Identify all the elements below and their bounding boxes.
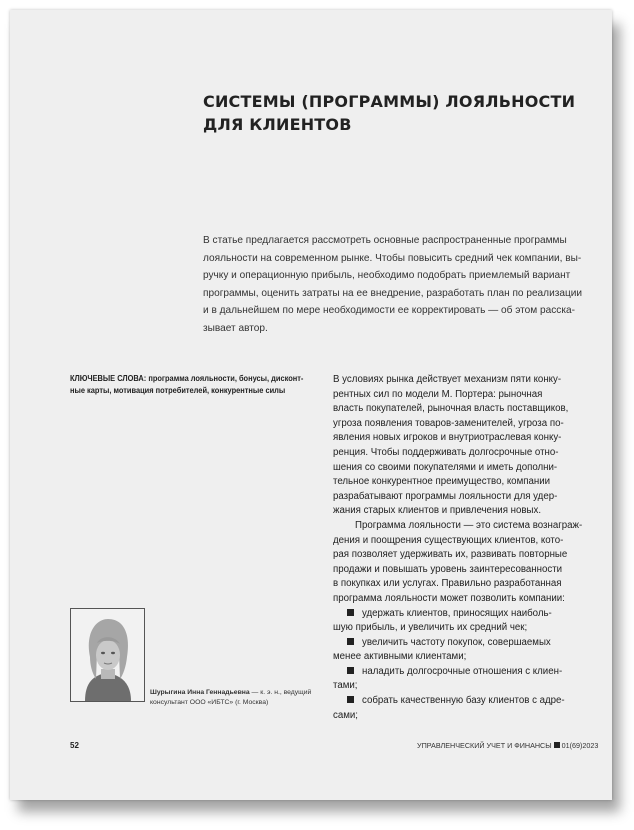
- abstract-line: зывает автор.: [203, 322, 268, 334]
- author-name: Шурыгина Инна Геннадьевна: [150, 689, 250, 696]
- journal-name: УПРАВЛЕНЧЕСКИЙ УЧЕТ И ФИНАНСЫ: [417, 741, 552, 750]
- body-line: В условиях рынка действует механизм пяти конку-: [333, 374, 562, 385]
- body-line: тами;: [333, 680, 358, 692]
- abstract-line: и в дальнейшем по мере необходимости ее корректировать — об этом расска-: [203, 305, 575, 317]
- body-line: Программа лояльности — это система вознаграж-: [355, 519, 583, 531]
- body-line: шую прибыль, и увеличить их средний чек;: [333, 622, 528, 634]
- bullet-text: удержать клиентов, приносящих наиболь-: [362, 607, 552, 619]
- bullet-text: увеличить частоту покупок, совершаемых: [362, 636, 551, 648]
- body-line: сами;: [333, 709, 358, 721]
- body-line: власть покупателей, рыночная власть поставщиков,: [333, 403, 569, 415]
- author-photo: [70, 608, 145, 702]
- abstract-line: лояльности на современном рынке. Чтобы повысить средний чек компании, вы-: [203, 252, 582, 264]
- author-line: [150, 688, 325, 698]
- square-bullet-icon: [347, 667, 354, 674]
- bullet-text: собрать качественную базу клиентов с адре-: [362, 695, 565, 707]
- bullet-item: [333, 636, 593, 651]
- body-line: рая позволяет удерживать их, развивать повторные: [333, 549, 568, 561]
- body-line: угроза появления товаров-заменителей, угроза по-: [333, 417, 564, 429]
- abstract-line: программы, оценить затраты на ее внедрение, разработать план по реализации: [203, 287, 583, 299]
- body-line: явления новых игроков и внутриотраслевая конку-: [333, 432, 562, 444]
- body-line: менее активными клиентами;: [333, 651, 467, 663]
- bullet-text: наладить долгосрочные отношения с клиен-: [362, 665, 563, 677]
- body-line: дения и поощрения существующих клиентов, кото-: [333, 534, 564, 546]
- article-abstract: [203, 232, 591, 338]
- author-info: [150, 688, 325, 708]
- keywords-line: КЛЮЧЕВЫЕ СЛОВА: программа лояльности, бонусы, дисконт-: [70, 374, 304, 383]
- author-credentials: — к. э. н., ведущий: [249, 689, 312, 696]
- bullet-item: [333, 694, 593, 709]
- body-line: продажи и повышать уровень заинтересованности: [333, 563, 563, 575]
- square-bullet-icon: [347, 696, 354, 703]
- keywords-line: ные карты, мотивация потребителей, конкурентные силы: [70, 385, 286, 395]
- body-line: тельное конкурентное преимущество, компании: [333, 476, 551, 488]
- abstract-line: В статье предлагается рассмотреть основные распространенные программы: [203, 235, 567, 246]
- keywords: [70, 373, 304, 396]
- title-line: СИСТЕМЫ (ПРОГРАММЫ) ЛОЯЛЬНОСТИ: [203, 92, 576, 111]
- author-portrait-image: [71, 609, 144, 701]
- bullet-item: [333, 607, 593, 622]
- body-line: в покупках или услугах. Правильно разработанная: [333, 578, 562, 590]
- square-separator-icon: [554, 742, 560, 748]
- author-line: консультант ООО «ИБТС» (г. Москва): [150, 699, 269, 706]
- body-line: разрабатывают программы лояльности для удер-: [333, 490, 558, 502]
- title-line: ДЛЯ КЛИЕНТОВ: [203, 115, 352, 134]
- body-line: жания старых клиентов и привлечения новых.: [333, 505, 542, 517]
- article-body: [333, 373, 593, 723]
- article-title: [203, 90, 593, 136]
- body-line: программа лояльности может позволить компании:: [333, 592, 565, 604]
- journal-issue: 01(69)2023: [561, 741, 599, 750]
- body-line: шения со своими покупателями и иметь дополни-: [333, 461, 558, 473]
- page-number: 52: [70, 741, 79, 750]
- bullet-item: [333, 665, 593, 680]
- body-line: ренция. Чтобы поддерживать долгосрочные отно-: [333, 446, 559, 458]
- body-line: рентных сил по модели М. Портера: рыночная: [333, 388, 543, 400]
- abstract-line: ручку и операционную прибыль, необходимо подобрать приемлемый вариант: [203, 270, 571, 282]
- journal-footer: [417, 741, 598, 750]
- square-bullet-icon: [347, 638, 354, 645]
- square-bullet-icon: [347, 609, 354, 616]
